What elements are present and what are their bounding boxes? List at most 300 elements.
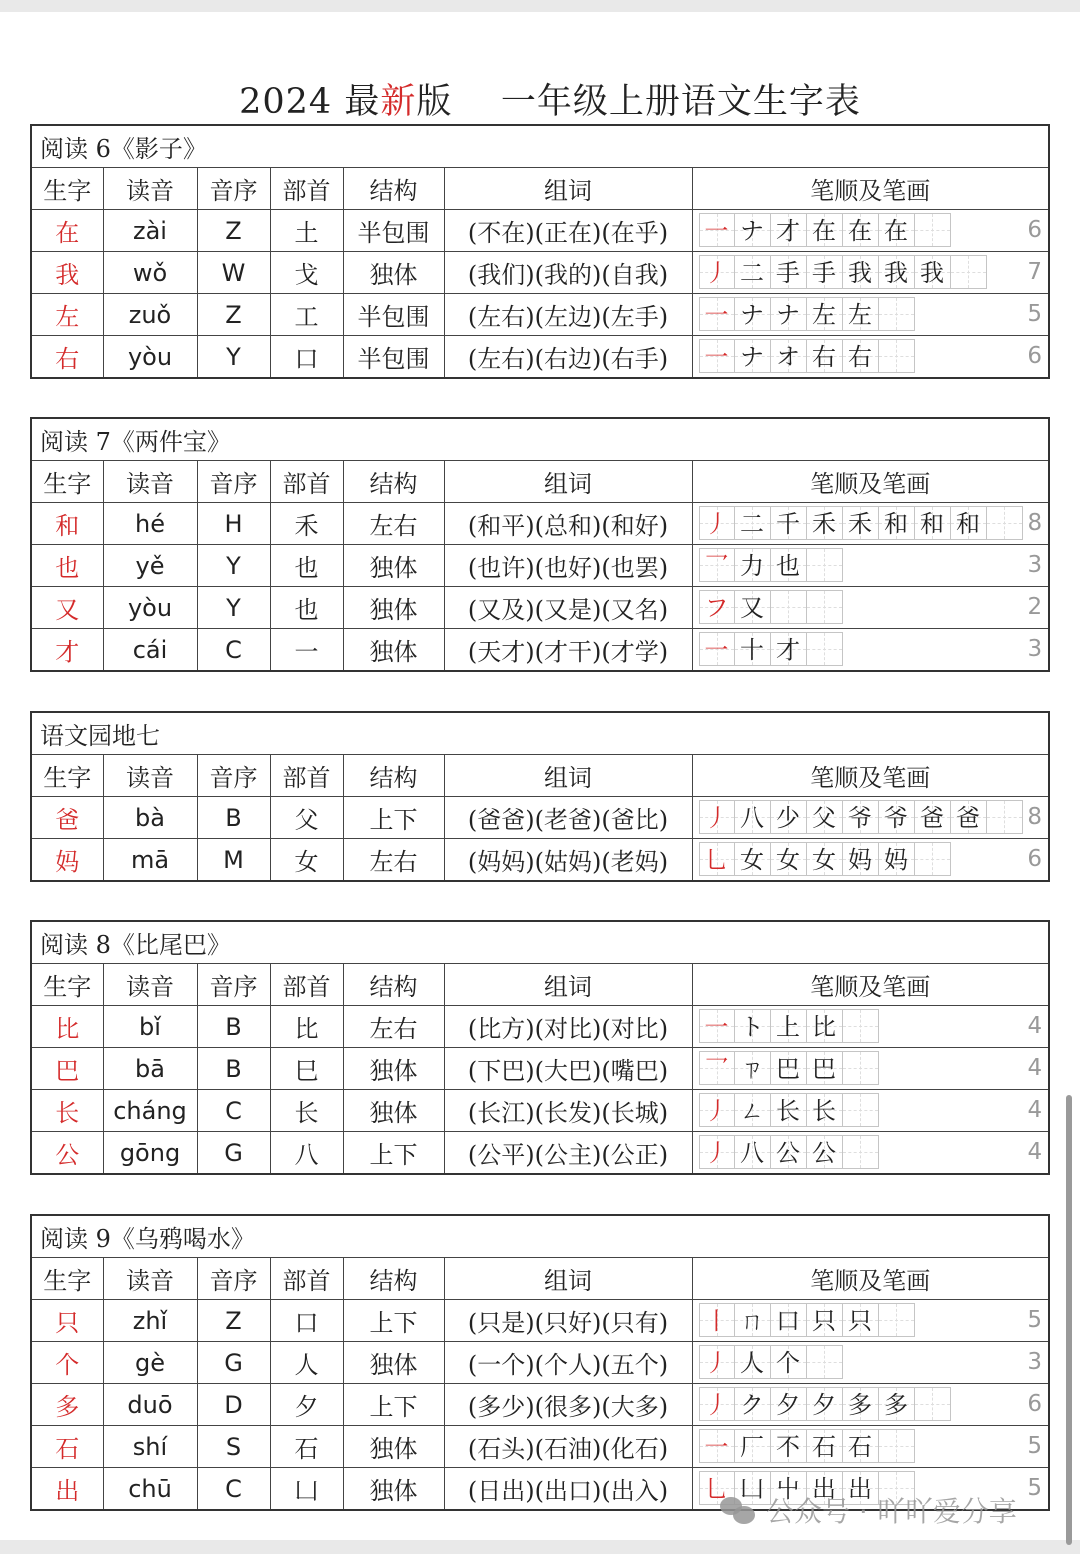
stroke-order-cell (692, 587, 1049, 629)
column-header: 笔顺及笔画 (692, 755, 1049, 797)
stroke-step: 一 (704, 636, 729, 664)
stroke-box (951, 800, 987, 834)
stroke-box (843, 1429, 879, 1463)
stroke-box (771, 1345, 807, 1379)
stroke-box (735, 339, 771, 373)
radical-cell: 巳 (270, 1048, 343, 1090)
stroke-count: 3 (1027, 1349, 1043, 1375)
structure-cell: 独体 (343, 252, 444, 294)
structure-cell: 独体 (343, 1090, 444, 1132)
table-row (31, 1300, 1049, 1342)
letter-cell: C (197, 629, 270, 672)
stroke-step: 手 (812, 259, 836, 287)
stroke-box (807, 339, 843, 373)
stroke-step: フ (704, 594, 729, 622)
stroke-step: 二 (740, 510, 764, 538)
stroke-box (735, 590, 771, 624)
stroke-box (771, 1387, 807, 1421)
stroke-boxes (699, 506, 1023, 540)
stroke-order-cell (692, 545, 1049, 587)
stroke-count: 3 (1027, 636, 1043, 662)
stroke-box (735, 548, 771, 582)
character-table (30, 417, 1050, 672)
stroke-step: 公 (776, 1139, 800, 1167)
character-cell: 在 (31, 210, 103, 252)
table-row (31, 1006, 1049, 1048)
pinyin-cell: chū (103, 1468, 197, 1511)
stroke-step: 乛 (704, 1055, 729, 1083)
stroke-step: 女 (812, 846, 836, 874)
stroke-step: 右 (848, 343, 872, 371)
letter-cell: H (197, 503, 270, 545)
stroke-count: 7 (1027, 259, 1043, 285)
section-4 (30, 920, 1048, 1175)
radical-cell: 口 (270, 336, 343, 379)
stroke-box (735, 1009, 771, 1043)
stroke-box (771, 842, 807, 876)
stroke-box (807, 1009, 843, 1043)
stroke-boxes (699, 548, 843, 582)
watermark-text: 公众号 · 吖吖爱分享 (766, 1495, 1017, 1528)
character-table (30, 124, 1050, 379)
stroke-box (915, 213, 951, 247)
pinyin-cell: cái (103, 629, 197, 672)
section-1 (30, 124, 1048, 379)
radical-cell: 土 (270, 210, 343, 252)
letter-cell: G (197, 1342, 270, 1384)
stroke-step: ㄥ (740, 1097, 764, 1125)
header-row (31, 755, 1049, 797)
stroke-step: ク (740, 1391, 764, 1419)
stroke-step: 出 (848, 1475, 872, 1503)
stroke-step: 长 (812, 1097, 836, 1125)
pinyin-cell: zhǐ (103, 1300, 197, 1342)
character-cell: 石 (31, 1426, 103, 1468)
column-header: 生字 (31, 168, 103, 210)
stroke-count: 5 (1027, 1475, 1043, 1501)
character-cell: 又 (31, 587, 103, 629)
stroke-box (879, 297, 915, 331)
stroke-box (843, 1093, 879, 1127)
stroke-step: 左 (812, 301, 836, 329)
stroke-box (735, 213, 771, 247)
radical-cell: 也 (270, 587, 343, 629)
stroke-order-cell (692, 1048, 1049, 1090)
stroke-box (699, 506, 735, 540)
radical-cell: 一 (270, 629, 343, 672)
stroke-box (699, 548, 735, 582)
stroke-step: 爷 (884, 804, 908, 832)
stroke-count: 6 (1027, 217, 1043, 243)
stroke-box (951, 255, 987, 289)
stroke-box (843, 1135, 879, 1169)
stroke-count: 4 (1027, 1139, 1043, 1165)
structure-cell: 上下 (343, 797, 444, 839)
pinyin-cell: gōng (103, 1132, 197, 1175)
stroke-step: 左 (848, 301, 872, 329)
radical-cell: 夕 (270, 1384, 343, 1426)
stroke-step: 少 (776, 804, 800, 832)
stroke-step: 乚 (704, 1475, 729, 1503)
column-header: 结构 (343, 1258, 444, 1300)
table-row (31, 503, 1049, 545)
stroke-step: 丨 (704, 1307, 729, 1335)
stroke-step: 巴 (812, 1055, 836, 1083)
stroke-step: ト (740, 1013, 764, 1041)
words-cell: (下巴)(大巴)(嘴巴) (444, 1048, 692, 1090)
stroke-box (807, 1051, 843, 1085)
stroke-step: ㄇ (740, 1307, 764, 1335)
stroke-boxes (699, 1387, 951, 1421)
stroke-step: 右 (812, 343, 836, 371)
stroke-step: 在 (884, 217, 908, 245)
structure-cell: 上下 (343, 1384, 444, 1426)
stroke-step: 手 (776, 259, 800, 287)
character-cell: 长 (31, 1090, 103, 1132)
structure-cell: 左右 (343, 839, 444, 882)
stroke-box (807, 213, 843, 247)
stroke-step: 和 (956, 510, 980, 538)
column-header: 读音 (103, 964, 197, 1006)
stroke-box (879, 800, 915, 834)
letter-cell: Z (197, 294, 270, 336)
column-header: 音序 (197, 1258, 270, 1300)
letter-cell: B (197, 797, 270, 839)
title-highlight: 新 (380, 82, 417, 122)
stroke-order-cell (692, 503, 1049, 545)
stroke-box (699, 590, 735, 624)
column-header: 读音 (103, 168, 197, 210)
letter-cell: Z (197, 1300, 270, 1342)
column-header: 生字 (31, 755, 103, 797)
stroke-box (843, 800, 879, 834)
stroke-box (843, 1303, 879, 1337)
column-header: 部首 (270, 1258, 343, 1300)
column-header: 音序 (197, 168, 270, 210)
column-header: 生字 (31, 461, 103, 503)
stroke-step: 丿 (704, 1097, 729, 1125)
stroke-box (879, 1429, 915, 1463)
structure-cell: 独体 (343, 545, 444, 587)
stroke-box (735, 297, 771, 331)
pinyin-cell: bǐ (103, 1006, 197, 1048)
stroke-step: 巴 (776, 1055, 800, 1083)
stroke-boxes (699, 842, 951, 876)
stroke-box (843, 255, 879, 289)
stroke-boxes (699, 1051, 879, 1085)
words-cell: (妈妈)(姑妈)(老妈) (444, 839, 692, 882)
stroke-boxes (699, 1303, 915, 1337)
character-cell: 和 (31, 503, 103, 545)
stroke-box (879, 842, 915, 876)
column-header: 笔顺及笔画 (692, 168, 1049, 210)
stroke-box (699, 297, 735, 331)
section-title: 阅读 6《影子》 (31, 125, 1049, 168)
pinyin-cell: bà (103, 797, 197, 839)
stroke-step: 女 (776, 846, 800, 874)
pinyin-cell: mā (103, 839, 197, 882)
stroke-box (771, 339, 807, 373)
stroke-boxes (699, 1135, 879, 1169)
stroke-step: 千 (776, 510, 800, 538)
stroke-step: 爷 (848, 804, 872, 832)
title-suffix: 版 一年级上册语文生字表 (416, 82, 861, 122)
stroke-box (771, 213, 807, 247)
column-header: 读音 (103, 1258, 197, 1300)
stroke-box (879, 1387, 915, 1421)
section-title: 语文园地七 (31, 712, 1049, 755)
stroke-step: 公 (812, 1139, 836, 1167)
stroke-box (915, 1387, 951, 1421)
stroke-box (771, 506, 807, 540)
stroke-step: 一 (704, 217, 729, 245)
letter-cell: Y (197, 587, 270, 629)
structure-cell: 独体 (343, 1048, 444, 1090)
stroke-count: 2 (1027, 594, 1043, 620)
character-cell: 公 (31, 1132, 103, 1175)
stroke-box (843, 1009, 879, 1043)
letter-cell: D (197, 1384, 270, 1426)
stroke-box (699, 1135, 735, 1169)
stroke-box (771, 1135, 807, 1169)
scrollbar[interactable] (1066, 1095, 1072, 1545)
stroke-count: 6 (1027, 343, 1043, 369)
stroke-box (771, 632, 807, 666)
stroke-step: 石 (848, 1433, 872, 1461)
stroke-box (735, 1429, 771, 1463)
stroke-box (879, 1303, 915, 1337)
column-header: 读音 (103, 461, 197, 503)
words-cell: (左右)(右边)(右手) (444, 336, 692, 379)
stroke-box (771, 255, 807, 289)
structure-cell: 半包围 (343, 294, 444, 336)
stroke-step: 我 (848, 259, 872, 287)
stroke-order-cell (692, 1426, 1049, 1468)
character-cell: 多 (31, 1384, 103, 1426)
table-row (31, 210, 1049, 252)
table-row (31, 545, 1049, 587)
stroke-step: 多 (884, 1391, 908, 1419)
stroke-order-cell (692, 252, 1049, 294)
words-cell: (左右)(左边)(左手) (444, 294, 692, 336)
stroke-count: 8 (1027, 804, 1043, 830)
stroke-box (771, 1051, 807, 1085)
stroke-boxes (699, 800, 1023, 834)
stroke-step: 禾 (848, 510, 872, 538)
structure-cell: 上下 (343, 1132, 444, 1175)
pinyin-cell: zuǒ (103, 294, 197, 336)
radical-cell: 工 (270, 294, 343, 336)
radical-cell: 父 (270, 797, 343, 839)
stroke-count: 4 (1027, 1013, 1043, 1039)
stroke-step: 在 (812, 217, 836, 245)
radical-cell: 口 (270, 1300, 343, 1342)
stroke-step: 爸 (920, 804, 944, 832)
stroke-box (843, 1051, 879, 1085)
stroke-step: 夕 (812, 1391, 836, 1419)
stroke-order-cell (692, 839, 1049, 882)
words-cell: (又及)(又是)(又名) (444, 587, 692, 629)
stroke-box (735, 1051, 771, 1085)
pinyin-cell: bā (103, 1048, 197, 1090)
stroke-step: オ (776, 343, 800, 371)
stroke-step: ナ (740, 301, 764, 329)
radical-cell: 女 (270, 839, 343, 882)
pinyin-cell: cháng (103, 1090, 197, 1132)
stroke-step: 多 (848, 1391, 872, 1419)
letter-cell: W (197, 252, 270, 294)
stroke-step: 个 (776, 1349, 800, 1377)
stroke-step: 只 (848, 1307, 872, 1335)
words-cell: (爸爸)(老爸)(爸比) (444, 797, 692, 839)
stroke-step: 不 (776, 1433, 800, 1461)
stroke-step: 爸 (956, 804, 980, 832)
stroke-box (915, 506, 951, 540)
words-cell: (和平)(总和)(和好) (444, 503, 692, 545)
radical-cell: 长 (270, 1090, 343, 1132)
stroke-step: 丿 (704, 510, 729, 538)
stroke-step: 一 (704, 1013, 729, 1041)
radical-cell: 戈 (270, 252, 343, 294)
table-row (31, 1342, 1049, 1384)
structure-cell: 独体 (343, 629, 444, 672)
radical-cell: 也 (270, 545, 343, 587)
structure-cell: 左右 (343, 503, 444, 545)
stroke-box (915, 255, 951, 289)
stroke-order-cell (692, 797, 1049, 839)
stroke-box (771, 1429, 807, 1463)
stroke-box (843, 297, 879, 331)
character-cell: 个 (31, 1342, 103, 1384)
stroke-step: 一 (704, 1433, 729, 1461)
stroke-step: 丿 (704, 259, 729, 287)
column-header: 音序 (197, 964, 270, 1006)
character-cell: 右 (31, 336, 103, 379)
stroke-box (771, 1303, 807, 1337)
character-table (30, 920, 1050, 1175)
stroke-box (735, 1135, 771, 1169)
stroke-step: 只 (812, 1307, 836, 1335)
stroke-box (699, 842, 735, 876)
stroke-box (735, 1387, 771, 1421)
character-cell: 出 (31, 1468, 103, 1511)
character-cell: 妈 (31, 839, 103, 882)
stroke-box (771, 800, 807, 834)
character-table (30, 711, 1050, 882)
stroke-step: 一 (704, 301, 729, 329)
stroke-box (807, 1135, 843, 1169)
column-header: 结构 (343, 461, 444, 503)
character-cell: 左 (31, 294, 103, 336)
stroke-step: 一 (704, 343, 729, 371)
column-header: 组词 (444, 461, 692, 503)
header-row (31, 168, 1049, 210)
character-cell: 只 (31, 1300, 103, 1342)
words-cell: (只是)(只好)(只有) (444, 1300, 692, 1342)
table-row (31, 1132, 1049, 1175)
stroke-boxes (699, 590, 843, 624)
column-header: 组词 (444, 168, 692, 210)
header-row (31, 964, 1049, 1006)
column-header: 组词 (444, 964, 692, 1006)
structure-cell: 半包围 (343, 336, 444, 379)
stroke-step: 和 (884, 510, 908, 538)
structure-cell: 左右 (343, 1006, 444, 1048)
stroke-boxes (699, 1093, 879, 1127)
stroke-box (879, 255, 915, 289)
table-row (31, 1048, 1049, 1090)
structure-cell: 半包围 (343, 210, 444, 252)
letter-cell: C (197, 1090, 270, 1132)
words-cell: (一个)(个人)(五个) (444, 1342, 692, 1384)
stroke-box (771, 1093, 807, 1127)
stroke-step: 比 (812, 1013, 836, 1041)
words-cell: (多少)(很多)(大多) (444, 1384, 692, 1426)
stroke-box (807, 255, 843, 289)
column-header: 组词 (444, 1258, 692, 1300)
character-cell: 也 (31, 545, 103, 587)
stroke-step: 禾 (812, 510, 836, 538)
stroke-box (699, 632, 735, 666)
stroke-box (807, 1345, 843, 1379)
stroke-boxes (699, 1429, 915, 1463)
radical-cell: 比 (270, 1006, 343, 1048)
table-row (31, 839, 1049, 882)
stroke-step: 父 (812, 804, 836, 832)
column-header: 部首 (270, 461, 343, 503)
stroke-count: 5 (1027, 1307, 1043, 1333)
stroke-boxes (699, 213, 951, 247)
pinyin-cell: yòu (103, 587, 197, 629)
section-3 (30, 711, 1048, 882)
radical-cell: 凵 (270, 1468, 343, 1511)
stroke-box (879, 506, 915, 540)
column-header: 部首 (270, 755, 343, 797)
stroke-boxes (699, 1009, 879, 1043)
stroke-boxes (699, 1345, 843, 1379)
pinyin-cell: yě (103, 545, 197, 587)
column-header: 笔顺及笔画 (692, 964, 1049, 1006)
table-row (31, 1090, 1049, 1132)
section-title: 阅读 9《乌鸦喝水》 (31, 1215, 1049, 1258)
stroke-step: 妈 (884, 846, 908, 874)
column-header: 结构 (343, 168, 444, 210)
stroke-step: 才 (776, 217, 800, 245)
stroke-box (735, 1345, 771, 1379)
stroke-step: 也 (776, 552, 800, 580)
table-row (31, 252, 1049, 294)
section-2 (30, 417, 1048, 672)
stroke-step: 八 (740, 804, 764, 832)
table-row (31, 294, 1049, 336)
character-table (30, 1214, 1050, 1511)
stroke-order-cell (692, 1342, 1049, 1384)
stroke-order-cell (692, 1006, 1049, 1048)
character-cell: 我 (31, 252, 103, 294)
letter-cell: M (197, 839, 270, 882)
letter-cell: C (197, 1468, 270, 1511)
stroke-step: 出 (812, 1475, 836, 1503)
stroke-box (807, 1093, 843, 1127)
letter-cell: Y (197, 545, 270, 587)
words-cell: (长江)(长发)(长城) (444, 1090, 692, 1132)
stroke-step: 丿 (704, 1139, 729, 1167)
column-header: 音序 (197, 461, 270, 503)
stroke-box (735, 632, 771, 666)
structure-cell: 独体 (343, 1426, 444, 1468)
stroke-step: 我 (884, 259, 908, 287)
stroke-box (699, 339, 735, 373)
